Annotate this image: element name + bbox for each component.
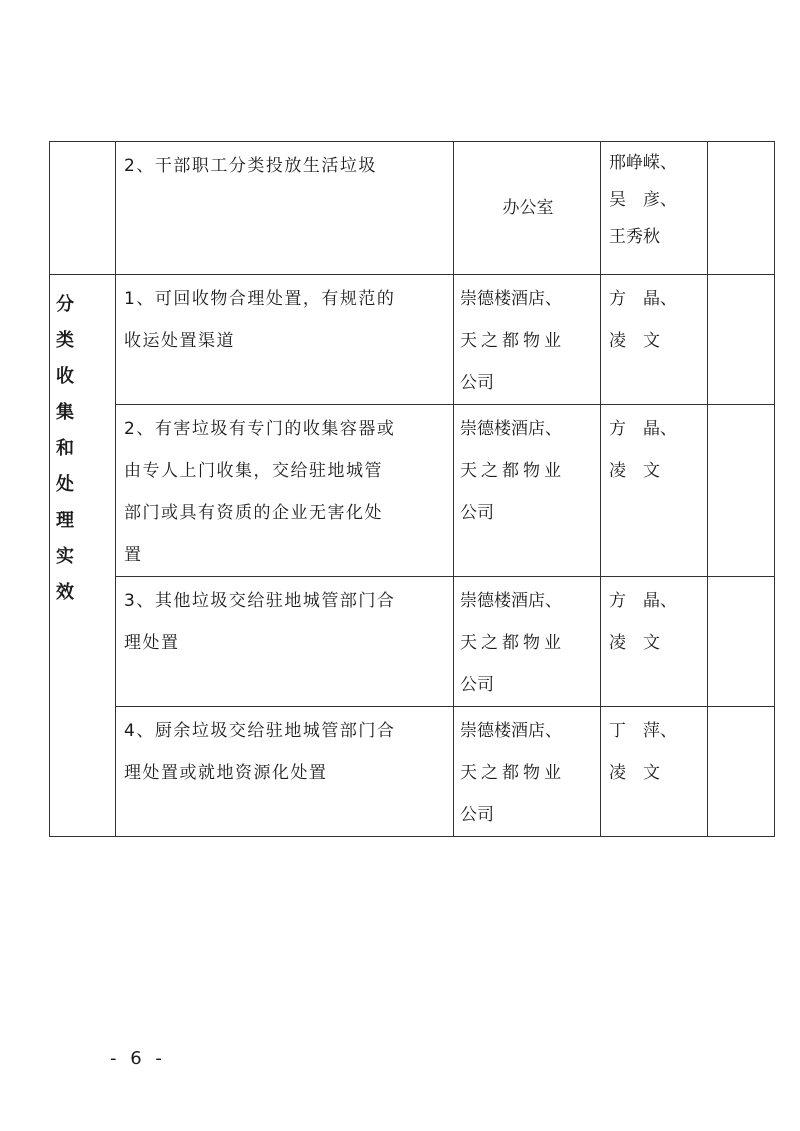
dept-line: 天之都物业 xyxy=(460,763,565,783)
dept-cell xyxy=(454,577,601,707)
dept-line: 崇德楼酒店、 xyxy=(460,591,562,611)
item-cell xyxy=(116,707,454,837)
item-line: 理处置或就地资源化处置 xyxy=(124,763,328,783)
category-line: 效 xyxy=(56,582,86,603)
person-line: 丁 萍、 xyxy=(609,721,677,741)
person-line: 凌 文 xyxy=(609,331,660,351)
item-line: 部门或具有资质的企业无害化处 xyxy=(124,503,383,523)
remark-cell xyxy=(708,275,775,405)
item-cell xyxy=(116,142,454,275)
category-line: 收 集 xyxy=(56,366,86,423)
dept-line: 公司 xyxy=(460,805,494,825)
item-line: 由专人上门收集，交给驻地城管 xyxy=(124,461,383,481)
responsibility-table xyxy=(49,141,775,837)
dept-text: 办公室 xyxy=(502,198,554,218)
table-row xyxy=(50,142,775,275)
item-line: 置 xyxy=(124,545,143,565)
remark-cell xyxy=(708,577,775,707)
item-line: 1、可回收物合理处置，有规范的 xyxy=(124,289,396,309)
table-row xyxy=(50,275,775,405)
category-line: 分 类 xyxy=(56,294,86,351)
item-line: 收运处置渠道 xyxy=(124,331,235,351)
dept-line: 公司 xyxy=(460,373,494,393)
table-row xyxy=(50,405,775,577)
category-line: 和 处 xyxy=(56,438,86,495)
person-line: 方 晶、 xyxy=(609,419,677,439)
dept-line: 天之都物业 xyxy=(460,461,565,481)
people-cell xyxy=(601,405,708,577)
person-line: 邢峥嵘、 xyxy=(609,153,677,173)
person-line: 王秀秋 xyxy=(609,227,660,247)
category-cell-empty xyxy=(50,142,116,275)
page-number: - 6 - xyxy=(110,1048,166,1069)
table-row xyxy=(50,577,775,707)
item-cell xyxy=(116,275,454,405)
dept-line: 崇德楼酒店、 xyxy=(460,419,562,439)
item-cell xyxy=(116,577,454,707)
dept-cell xyxy=(454,275,601,405)
item-line: 3、其他垃圾交给驻地城管部门合 xyxy=(124,591,396,611)
item-line: 2、有害垃圾有专门的收集容器或 xyxy=(124,419,396,439)
dept-cell xyxy=(454,142,601,275)
dept-line: 公司 xyxy=(460,675,494,695)
remark-cell xyxy=(708,707,775,837)
dept-line: 崇德楼酒店、 xyxy=(460,721,562,741)
item-text: 2、干部职工分类投放生活垃圾 xyxy=(124,156,377,176)
dept-line: 公司 xyxy=(460,503,494,523)
remark-cell xyxy=(708,142,775,275)
people-cell xyxy=(601,142,708,275)
person-line: 方 晶、 xyxy=(609,289,677,309)
item-cell xyxy=(116,405,454,577)
person-line: 凌 文 xyxy=(609,461,660,481)
person-line: 方 晶、 xyxy=(609,591,677,611)
dept-line: 崇德楼酒店、 xyxy=(460,289,562,309)
person-line: 凌 文 xyxy=(609,763,660,783)
table-row xyxy=(50,707,775,837)
item-line: 4、厨余垃圾交给驻地城管部门合 xyxy=(124,721,396,741)
person-line: 吴 彦、 xyxy=(609,190,677,210)
people-cell xyxy=(601,275,708,405)
dept-cell xyxy=(454,707,601,837)
person-line: 凌 文 xyxy=(609,633,660,653)
item-line: 理处置 xyxy=(124,633,180,653)
people-cell xyxy=(601,707,708,837)
people-cell xyxy=(601,577,708,707)
category-cell xyxy=(50,275,116,837)
category-line: 理 实 xyxy=(56,510,86,567)
dept-line: 天之都物业 xyxy=(460,331,565,351)
remark-cell xyxy=(708,405,775,577)
dept-cell xyxy=(454,405,601,577)
dept-line: 天之都物业 xyxy=(460,633,565,653)
